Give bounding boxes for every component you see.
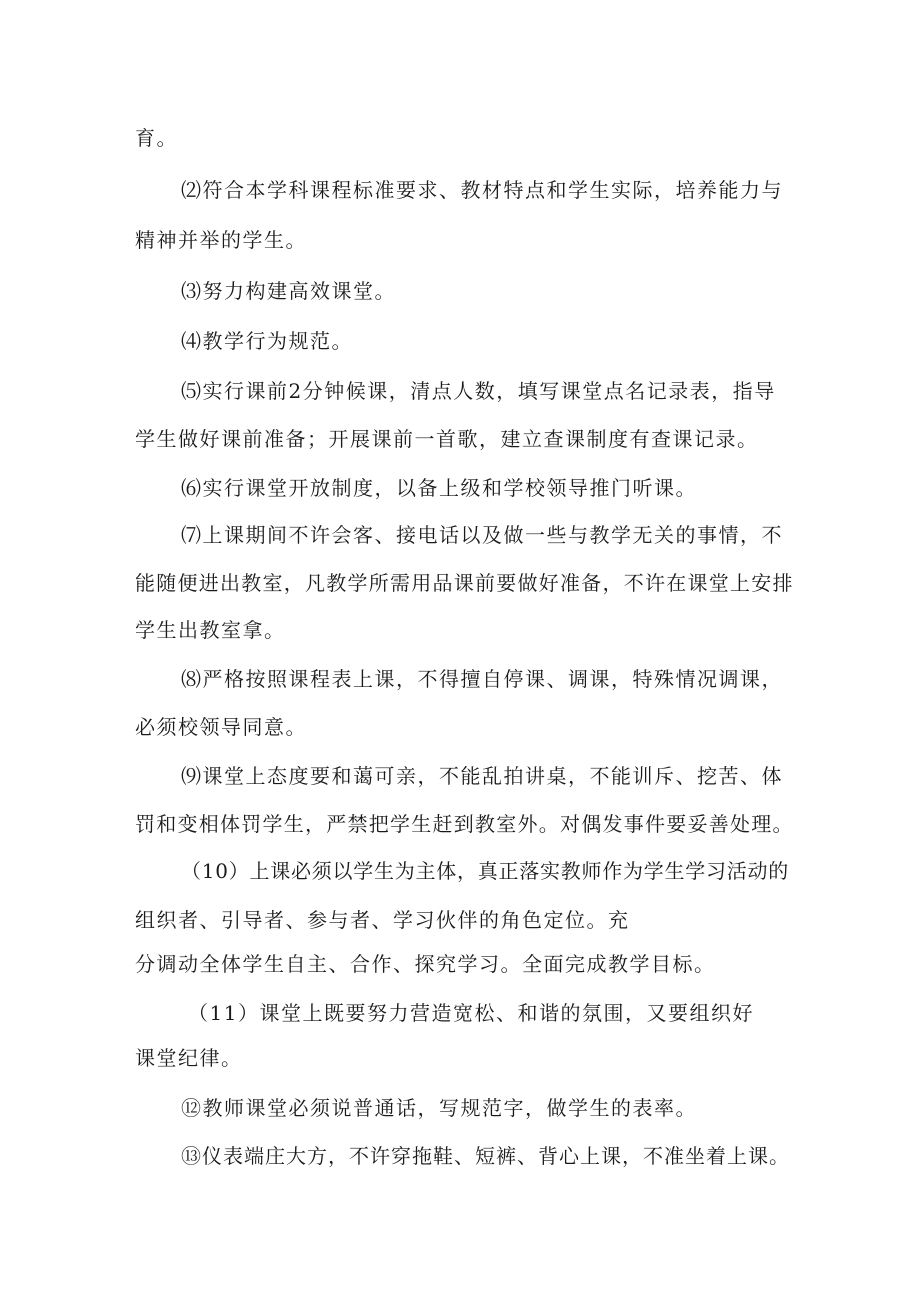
text-line-13: 必须校领导同意。 (135, 715, 307, 739)
text-line-1: 育。 (135, 126, 178, 150)
text-line-8: ⑹实行课堂开放制度，以备上级和学校领导推门听课。 (181, 476, 697, 500)
text-line-4: ⑶努力构建高效课堂。 (181, 279, 396, 303)
text-line-6: ⑸实行课前2分钟候课，清点人数，填写课堂点名记录表，指导 (181, 379, 776, 403)
text-line-16: （10）上课必须以学生为主体，真正落实教师作为学生学习活动的 (181, 859, 789, 883)
text-line-10: 能随便进出教室，凡教学所需用品课前要做好准备，不许在课堂上安排 (135, 571, 794, 595)
text-line-2: ⑵符合本学科课程标准要求、教材特点和学生实际，培养能力与 (181, 178, 783, 202)
text-line-12: ⑻严格按照课程表上课，不得擅自停课、调课，特殊情况调课， (181, 667, 783, 691)
text-line-3: 精神并举的学生。 (135, 228, 307, 252)
text-line-7: 学生做好课前准备；开展课前一首歌，建立查课制度有查课记录。 (135, 427, 759, 451)
text-line-11: 学生出教室拿。 (135, 618, 286, 642)
text-line-15: 罚和变相体罚学生，严禁把学生赶到教室外。对偶发事件要妥善处理。 (135, 812, 794, 836)
text-line-17: 组织者、引导者、参与者、学习伙伴的角色定位。充 (135, 908, 630, 932)
text-line-19: （11）课堂上既要努力营造宽松、和谐的氛围，又要组织好 (188, 1001, 754, 1025)
text-line-18: 分调动全体学生自主、合作、探究学习。全面完成教学目标。 (135, 952, 716, 976)
text-line-22: ⑬仪表端庄大方，不许穿拖鞋、短裤、背心上课，不准坐着上课。 (181, 1144, 790, 1168)
text-line-21: ⑫教师课堂必须说普通话，写规范字，做学生的表率。 (181, 1096, 697, 1120)
text-line-14: ⑼课堂上态度要和蔼可亲，不能乱拍讲桌，不能训斥、挖苦、体 (181, 764, 783, 788)
text-line-5: ⑷教学行为规范。 (181, 329, 353, 353)
text-line-20: 课堂纪律。 (135, 1046, 243, 1070)
text-line-9: ⑺上课期间不许会客、接电话以及做一些与教学无关的事情，不 (181, 523, 783, 547)
